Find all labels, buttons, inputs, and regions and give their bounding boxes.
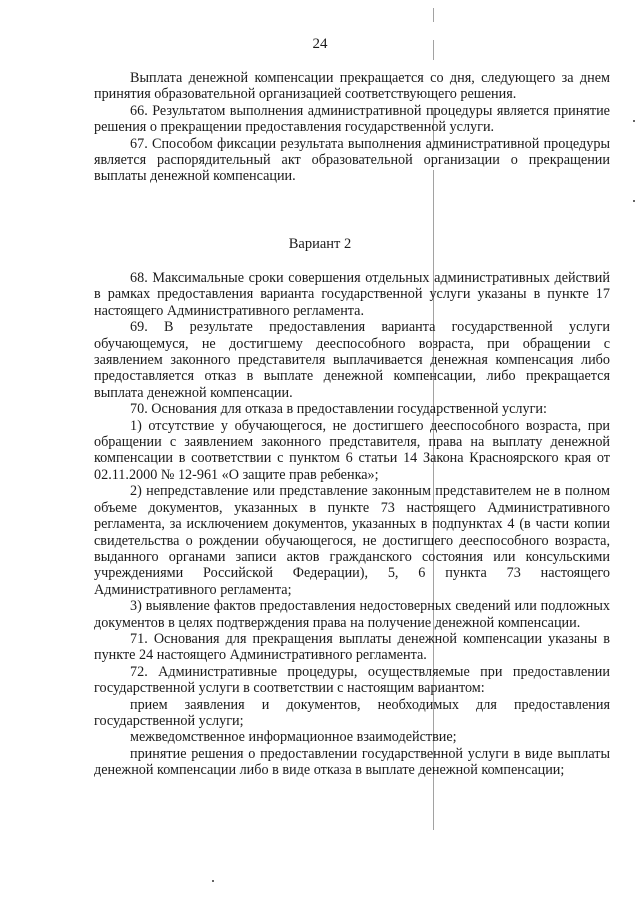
section-2-text [94,270,610,779]
paragraph: Выплата денежной компенсации прекращается со дня, следующего за днем принятия образовательной организацией соответствующего решения. [94,70,610,103]
paragraph: межведомственное информационное взаимодействие; [130,729,457,746]
scan-artifact-dot [633,200,635,202]
paragraph: 71. Основания для прекращения выплаты денежной компенсации указаны в пункте 24 настоящего Административного регламента. [94,630,610,664]
paragraph: 66. Результатом выполнения административной процедуры является принятие решения о прекращении предоставления государственной услуги. [94,102,610,136]
paragraph: 3) выявление фактов предоставления недостоверных сведений или подложных документов в целях подтверждения права на получение денежной компенсации. [94,598,610,631]
page-number: 24 [312,36,328,52]
scan-artifact-dot [212,880,214,882]
scan-artifact-dot [633,120,635,122]
scan-artifact-line [433,8,434,22]
paragraph: 1) отсутствие у обучающегося, не достигшего дееспособного возраста, при обращении с заявлением законного представителя, права на выплату денежной компенсации в соответствии с пунктом 6 статьи 14 Закона Красноярского края от 02.11.2000 № 12-961 «О защите прав ребенка»; [94,417,610,483]
paragraph: 72. Административные процедуры, осуществляемые при предоставлении государственной услуги в соответствии с настоящим вариантом: [94,663,610,697]
paragraph: 67. Способом фиксации результата выполнения административной процедуры является распорядительный акт образовательной организации о прекращении выплаты денежной компенсации. [94,135,610,185]
section-1-text [94,70,610,185]
paragraph: принятие решения о предоставлении государственной услуги в виде выплаты денежной компенсации либо в виде отказа в выплате денежной компенсации; [94,745,610,779]
section-heading: Вариант 2 [288,236,352,252]
paragraph: 69. В результате предоставления варианта государственной услуги обучающемуся, не достигшему дееспособного возраста, при обращении с заявлением законного представителя выплачивается денежная компенсация либо предоставляется отказ в выплате денежной компенсации, либо прекращается выплата денежной компенсации. [94,319,610,401]
paragraph: 2) непредставление или представление законным представителем не в полном объеме документов, указанных в пункте 73 настоящего Административного регламента, за исключением документов, указанных в подпунктах 4 (в части копии свидетельства о рождении обучающегося, не достигшего дееспособного возраста, выданного органами записи актов гражданского состояния или консульскими учреждениями Российской Федерации), 5, 6 пункта 73 настоящего Административного регламента; [94,483,610,598]
paragraph: 70. Основания для отказа в предоставлении государственной услуги: [130,401,547,418]
paragraph: прием заявления и документов, необходимых для предоставления государственной услуги; [94,696,610,729]
paragraph: 68. Максимальные сроки совершения отдельных административных действий в рамках предоставления варианта государственной услуги указаны в пункте 17 настоящего Административного регламента. [94,270,610,319]
